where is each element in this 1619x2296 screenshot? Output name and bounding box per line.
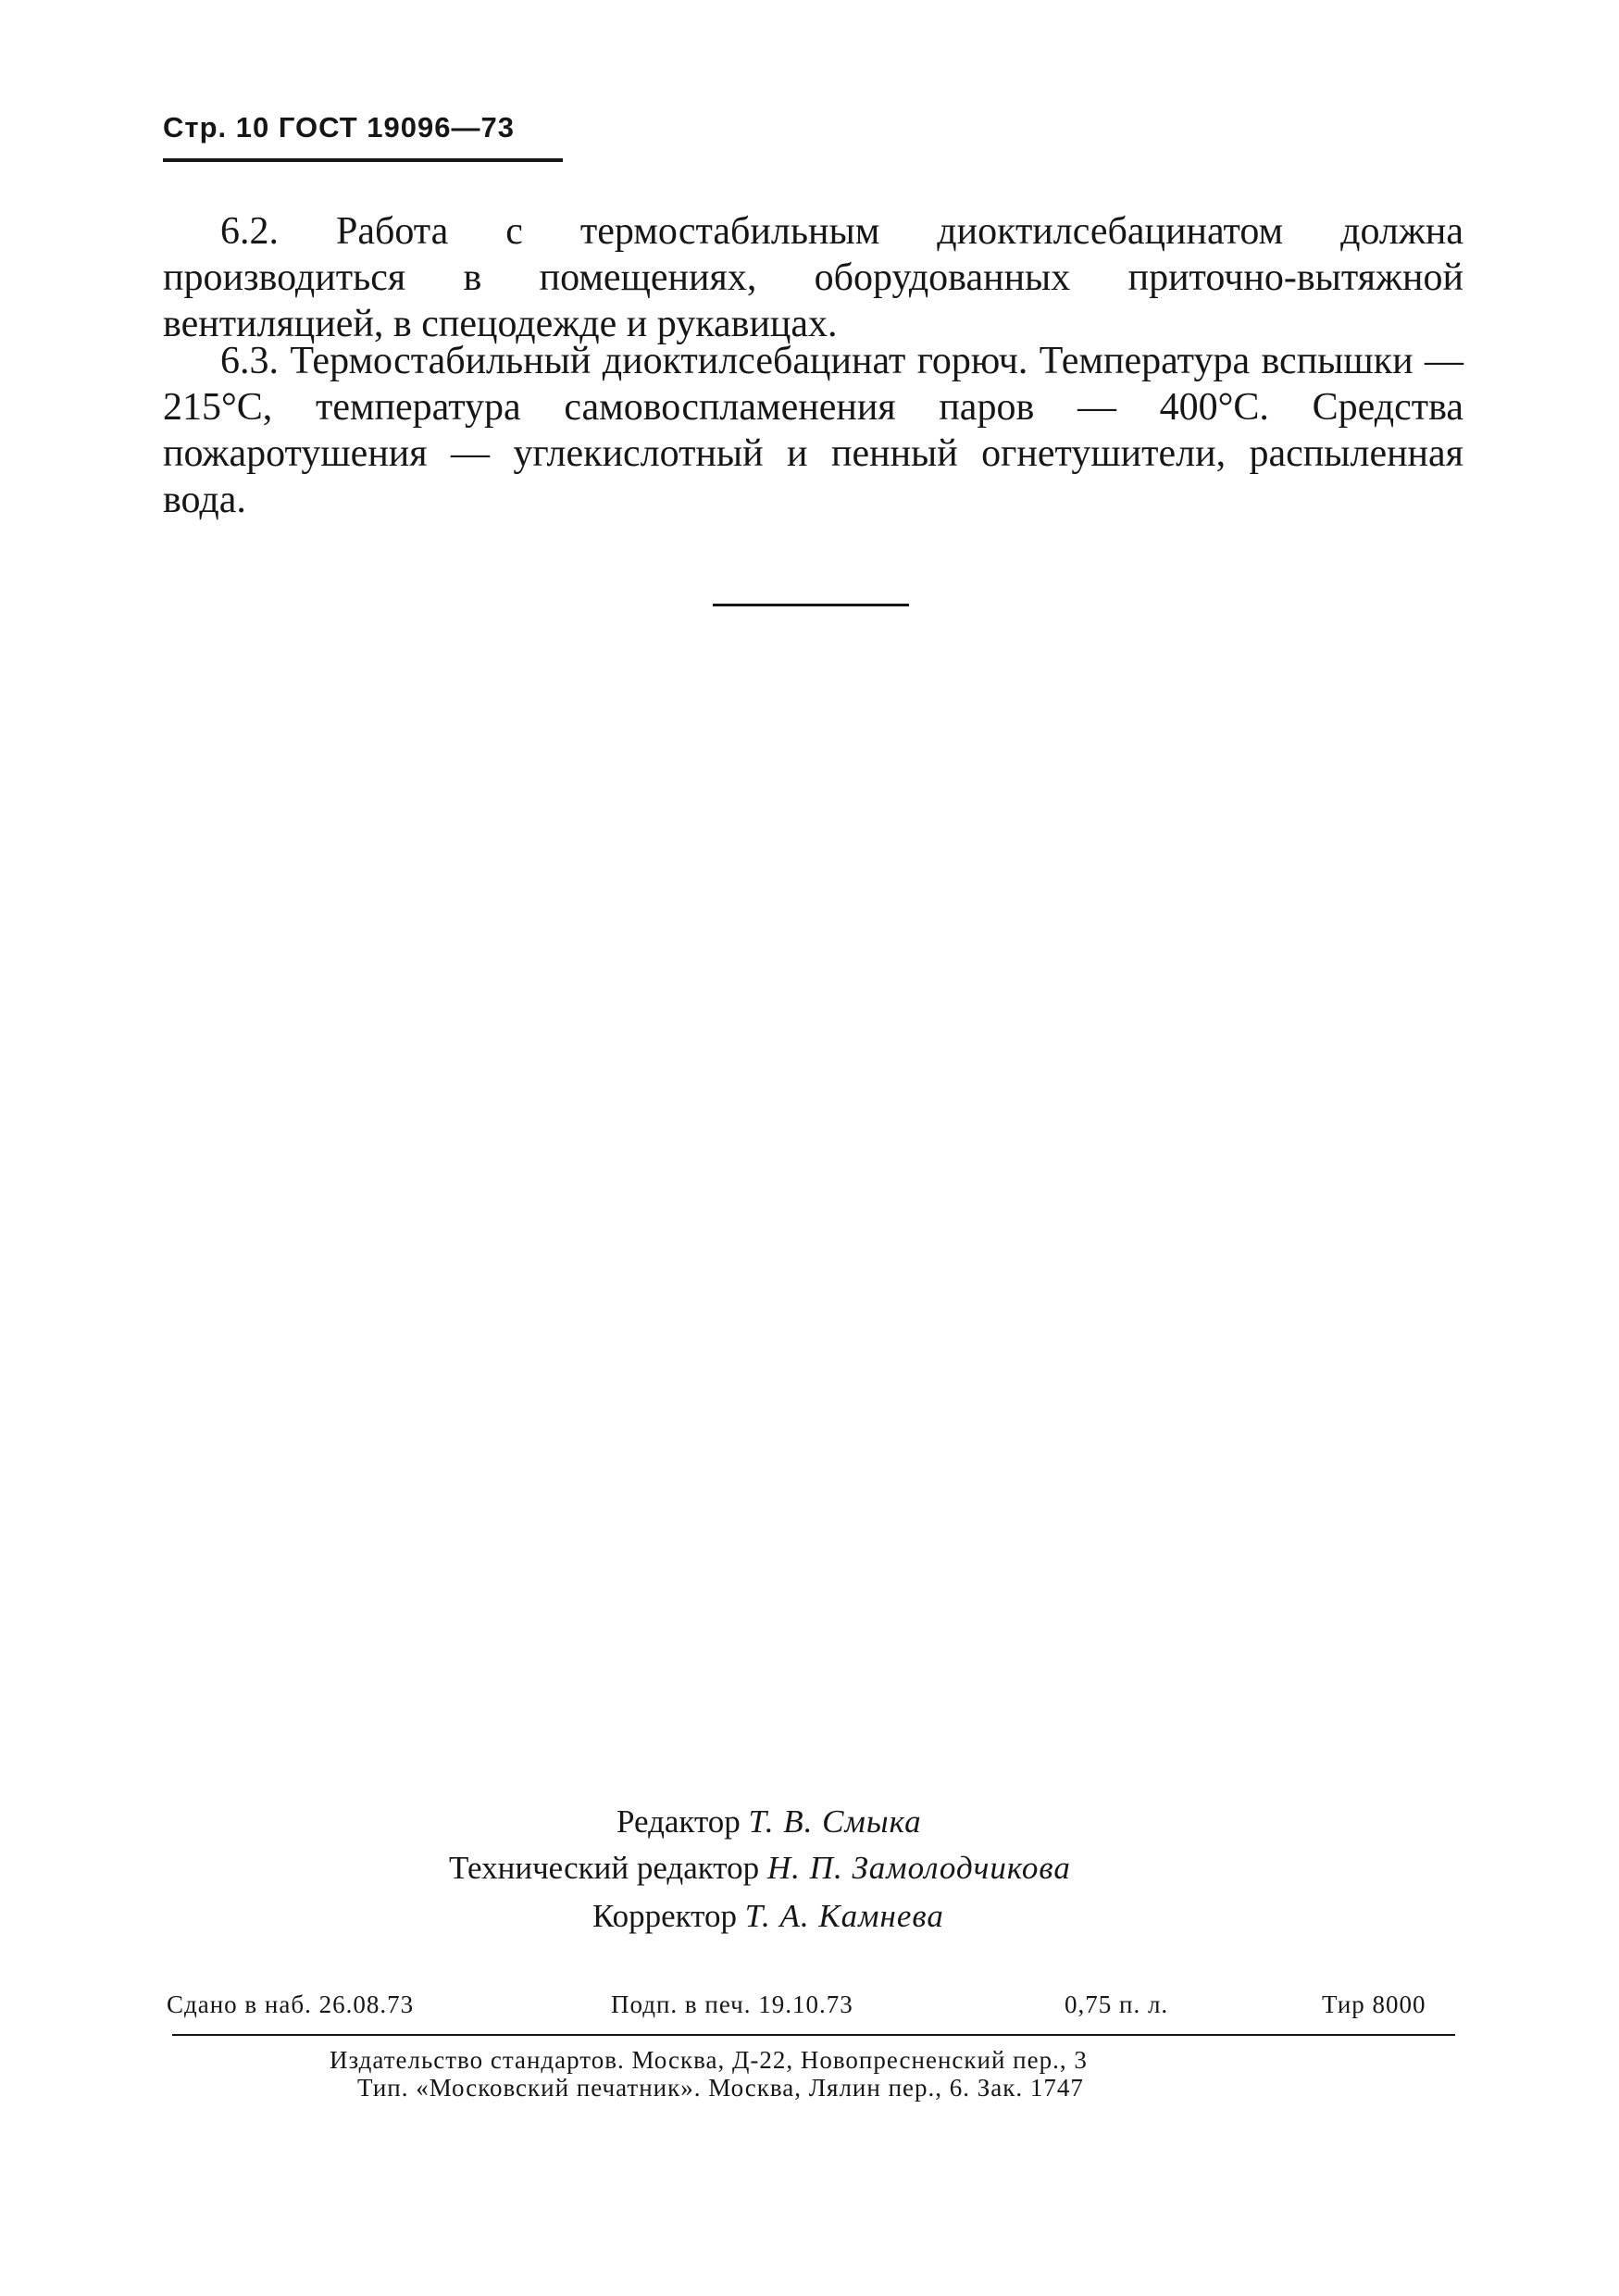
page-header: Стр. 10 ГОСТ 19096—73 xyxy=(163,111,515,144)
header-underline xyxy=(163,158,563,162)
paragraph-6-3 xyxy=(163,338,1463,523)
imprint-rule xyxy=(172,2034,1455,2036)
section-end-rule xyxy=(713,604,909,606)
tech-editor-name: Н. П. Замолодчикова xyxy=(766,1850,1071,1886)
proofreader-credit xyxy=(592,1898,944,1935)
editor-label: Редактор xyxy=(616,1803,741,1840)
paragraph-6-3-text: 6.3. Термостабильный диоктилсебацинат горюч. Температура вспышки — 215°С, температура самовоспламенения паров — 400°С. Средства пожаротушения — углекислотный и пенный огнетушители, распыленная вода. xyxy=(163,340,1463,521)
editor-name: Т. В. Смыка xyxy=(748,1803,922,1840)
imprint-submitted: Сдано в наб. 26.08.73 xyxy=(167,1990,415,2018)
imprint-signed: Подп. в печ. 19.10.73 xyxy=(611,1990,853,2018)
publisher-line-1: Издательство стандартов. Москва, Д-22, Новопресненский пер., 3 xyxy=(330,2046,1088,2074)
publisher-line-2: Тип. «Московский печатник». Москва, Лялин пер., 6. Зак. 1747 xyxy=(357,2074,1084,2102)
proofreader-label: Корректор xyxy=(592,1898,738,1934)
paragraph-6-2 xyxy=(163,208,1463,347)
imprint-circulation: Тир 8000 xyxy=(1322,1990,1426,2018)
tech-editor-credit xyxy=(449,1850,1071,1887)
editor-credit xyxy=(616,1803,922,1841)
tech-editor-label: Технический редактор xyxy=(449,1850,760,1886)
proofreader-name: Т. А. Камнева xyxy=(744,1898,944,1934)
paragraph-6-2-text: 6.2. Работа с термостабильным диоктилсебацинатом должна производиться в помещениях, оборудованных приточно-вытяжной вентиляцией, в спецодежде и рукавицах. xyxy=(163,210,1463,345)
imprint-sheets: 0,75 п. л. xyxy=(1065,1990,1169,2018)
